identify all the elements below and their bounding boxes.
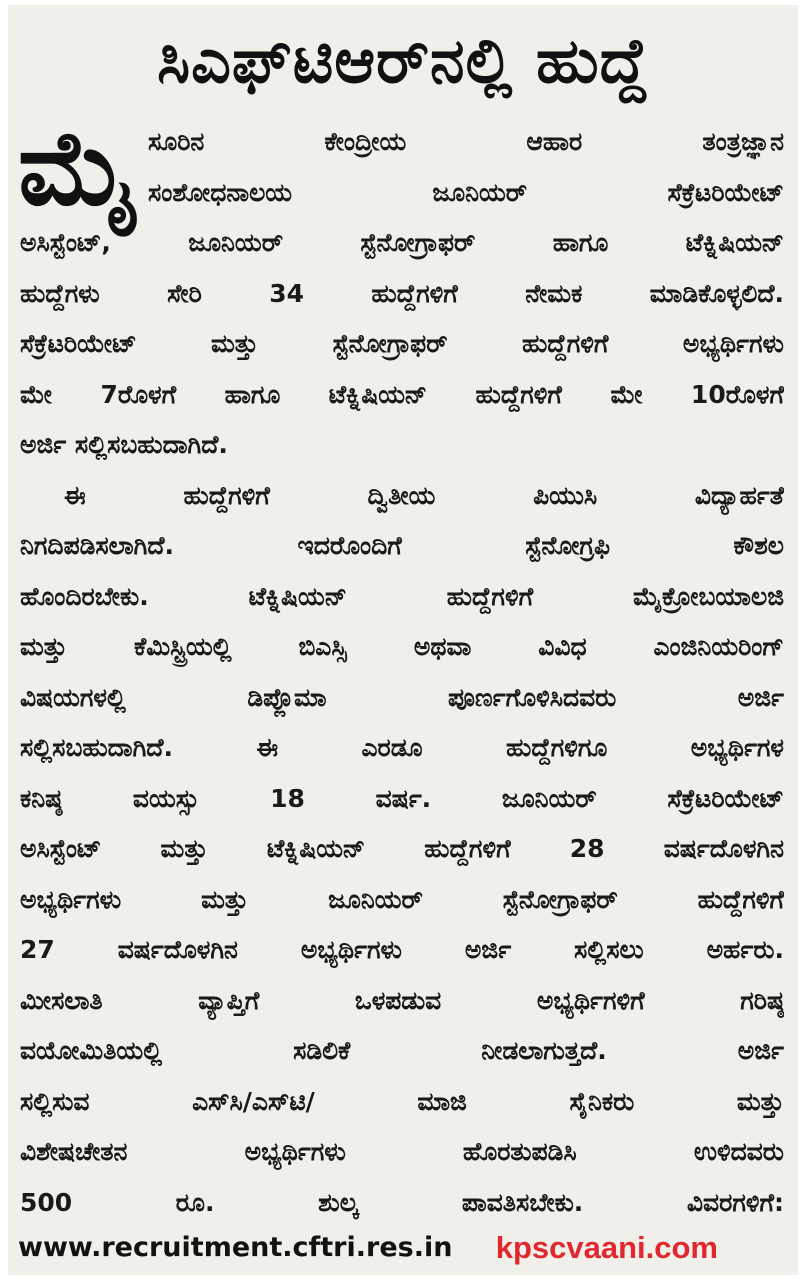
article-line: ಮೇ 7ರೊಳಗೆ ಹಾಗೂ ಟೆಕ್ನಿಷಿಯನ್ ಹುದ್ದೆಗಳಿಗೆ ಮೇ 10ರೊಳಗೆ xyxy=(20,379,784,409)
article-line: 500 ರೂ. ಶುಲ್ಕ ಪಾವತಿಸಬೇಕು. ವಿವರಗಳಿಗೆ: xyxy=(20,1187,784,1217)
article-line: ಅಸಿಸ್ಟೆಂಟ್, ಜೂನಿಯರ್ ಸ್ಟೆನೋಗ್ರಾಫರ್ ಹಾಗೂ ಟೆಕ್ನಿಷಿಯನ್ xyxy=(20,228,784,257)
recruitment-url[interactable]: www.recruitment.cftri.res.in xyxy=(18,1232,453,1263)
article-line: ಮೀಸಲಾತಿ ವ್ಯಾಪ್ತಿಗೆ ಒಳಪಡುವ ಅಭ್ಯರ್ಥಿಗಳಿಗೆ ಗರಿಷ್ಠ xyxy=(20,985,784,1015)
article-line: ಹುದ್ದೆಗಳು ಸೇರಿ 34 ಹುದ್ದೆಗಳಿಗೆ ನೇಮಕ ಮಾಡಿಕೊಳ್ಳಲಿದೆ. xyxy=(20,278,784,308)
article-line: ವಿಶೇಷಚೇತನ ಅಭ್ಯರ್ಥಿಗಳು ಹೊರತುಪಡಿಸಿ ಉಳಿದವರು xyxy=(20,1137,784,1166)
article-line: ಅಸಿಸ್ಟೆಂಟ್ ಮತ್ತು ಟೆಕ್ನಿಷಿಯನ್ ಹುದ್ದೆಗಳಿಗೆ 28 ವರ್ಷದೊಳಗಿನ xyxy=(20,834,784,863)
article-line: ಮತ್ತು ಕೆಮಿಸ್ಟ್ರಿಯಲ್ಲಿ ಬಿಎಸ್ಸಿ ಅಥವಾ ವಿವಿಧ ಎಂಜಿನಿಯರಿಂಗ್ xyxy=(20,632,784,661)
article-line: ಈ ಹುದ್ದೆಗಳಿಗೆ ದ್ವಿತೀಯ ಪಿಯುಸಿ ವಿದ್ಯಾರ್ಹತೆ xyxy=(64,480,784,510)
brand-watermark: kpscvaani.com xyxy=(495,1230,718,1265)
article-line: ಕನಿಷ್ಠ ವಯಸ್ಸು 18 ವರ್ಷ. ಜೂನಿಯರ್ ಸೆಕ್ರೆಟರಿಯೇಟ್ xyxy=(20,783,784,813)
article-line: ನಿಗದಿಪಡಿಸಲಾಗಿದೆ. ಇದರೊಂದಿಗೆ ಸ್ಟೆನೋಗ್ರಫಿ ಕೌಶಲ xyxy=(20,531,784,560)
article-line: ಸಲ್ಲಿಸುವ ಎಸ್‌ಸಿ/ಎಸ್‌ಟಿ/ ಮಾಜಿ ಸೈನಿಕರು ಮತ್ತು xyxy=(20,1086,784,1116)
article-line: ವಯೋಮಿತಿಯಲ್ಲಿ ಸಡಿಲಿಕೆ ನೀಡಲಾಗುತ್ತದೆ. ಅರ್ಜಿ xyxy=(20,1036,784,1065)
article-line: ಸಂಶೋಧನಾಲಯ ಜೂನಿಯರ್ ಸೆಕ್ರೆಟರಿಯೇಟ್ xyxy=(148,177,784,207)
article-line: 27 ವರ್ಷದೊಳಗಿನ ಅಭ್ಯರ್ಥಿಗಳು ಅರ್ಜಿ ಸಲ್ಲಿಸಲು ಅರ್ಹರು. xyxy=(20,935,784,964)
headline: ಸಿಎಫ್‌ಟಿಆರ್‌ನಲ್ಲಿ ಹುದ್ದೆ xyxy=(157,24,649,97)
article-line: ಅರ್ಜಿ ಸಲ್ಲಿಸಬಹುದಾಗಿದೆ. xyxy=(20,430,228,459)
drop-cap: ಮೈ xyxy=(18,107,139,229)
article-line: ವಿಷಯಗಳಲ್ಲಿ ಡಿಪ್ಲೊಮಾ ಪೂರ್ಣಗೊಳಿಸಿದವರು ಅರ್ಜಿ xyxy=(20,682,784,712)
article-line: ಸೆಕ್ರೆಟರಿಯೇಟ್ ಮತ್ತು ಸ್ಟೆನೋಗ್ರಾಫರ್ ಹುದ್ದೆಗಳಿಗೆ ಅಭ್ಯರ್ಥಿಗಳು xyxy=(20,329,784,358)
article-line: ಸೂರಿನ ಕೇಂದ್ರೀಯ ಆಹಾರ ತಂತ್ರಜ್ಞಾನ xyxy=(148,127,784,156)
article-body xyxy=(20,117,784,1228)
article-line: ಹೊಂದಿರಬೇಕು. ಟೆಕ್ನಿಷಿಯನ್ ಹುದ್ದೆಗಳಿಗೆ ಮೈಕ್ರೋಬಯಾಲಜಿ xyxy=(20,581,784,611)
article-footer xyxy=(18,1223,782,1273)
article-line: ಅಭ್ಯರ್ಥಿಗಳು ಮತ್ತು ಜೂನಿಯರ್ ಸ್ಟೆನೋಗ್ರಾಫರ್ ಹುದ್ದೆಗಳಿಗೆ xyxy=(20,884,784,914)
article-line: ಸಲ್ಲಿಸಬಹುದಾಗಿದೆ. ಈ ಎರಡೂ ಹುದ್ದೆಗಳಿಗೂ ಅಭ್ಯರ್ಥಿಗಳ xyxy=(20,733,784,762)
news-clipping xyxy=(8,5,798,1275)
